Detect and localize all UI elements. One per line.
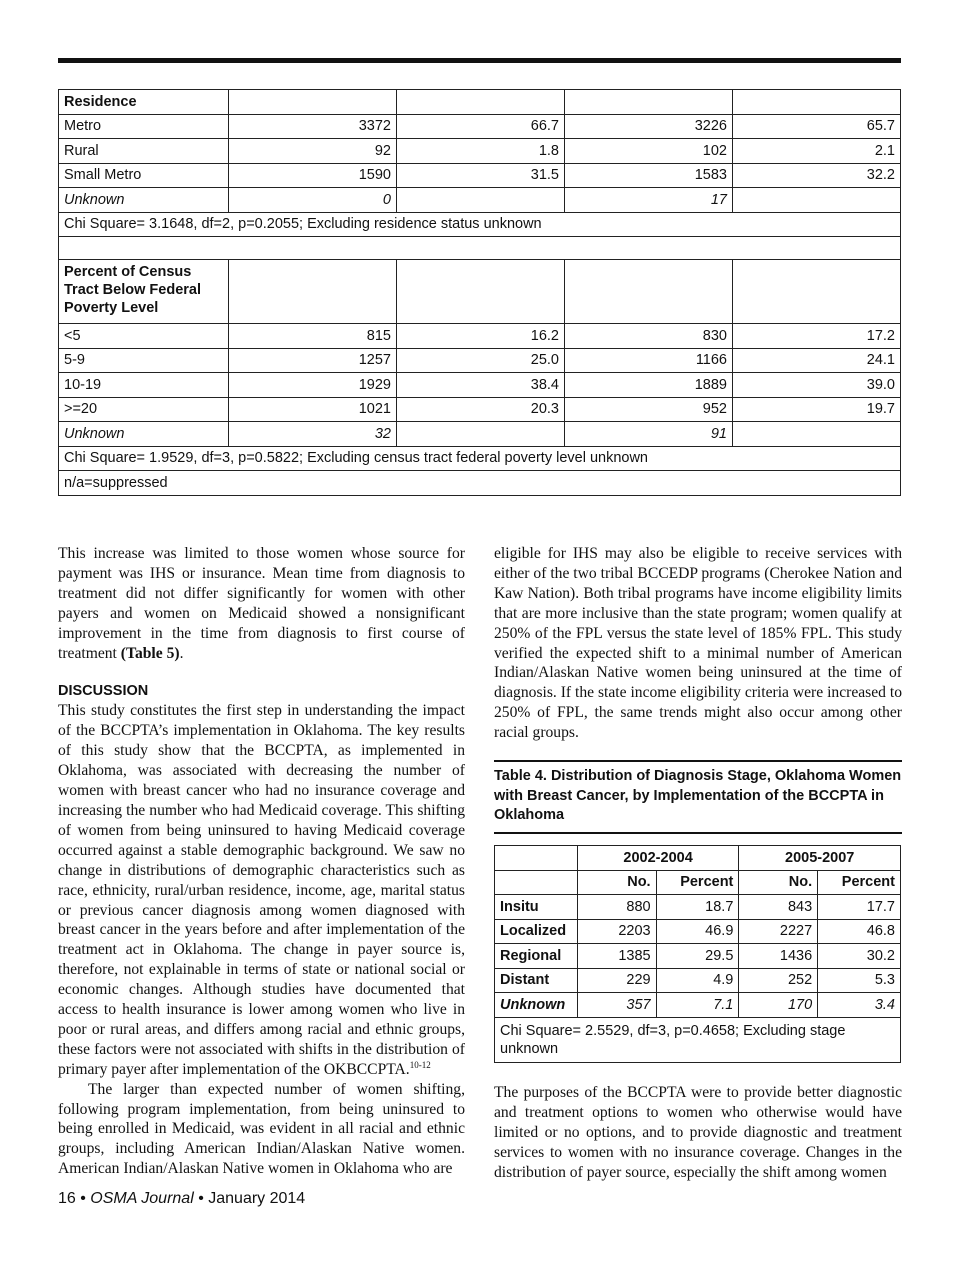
section-heading: DISCUSSION: [58, 683, 149, 700]
table4-period-row: [495, 846, 901, 871]
period-2005-2007: 2005-2007: [739, 846, 901, 871]
chi-square-row: [495, 1017, 901, 1062]
table-reference: (Table 5): [120, 644, 180, 662]
paragraph: This study constitutes the first step in understanding the impact of the BCCPTA’s implementation in Oklahoma. The key results of this study show that the BCCPTA, as implemented in Oklahoma, was associated with decreasing the number of women with breast cancer who had no insurance coverage and increasing the number who had Medicaid coverage. This shifting of women from being uninsured to having Medicaid coverage occurred against a stable demographic background. We saw no change in distributions of demographic characteristics such as race, ethnicity, rural/urban residence, income, age, marital status or previous cancer diagnosis among women diagnosed with breast cancer in the years before and after implementation of the treatment act in Oklahoma. The change in payer source is, therefore, not explainable in terms of state or national social or economic changes. Although studies have documented that access to health insurance is lower among women who live in poor or rural areas, and differs among racial and ethnic groups, these factors were not associated with shifts in the distribution of primary payer after implementation of the OKBCCPTA.$^{10-12}$: [58, 702, 465, 1078]
table-row: Metro 3372 66.7 3226 65.7: [59, 114, 901, 139]
paragraph: The purposes of the BCCPTA were to provide better diagnostic and treatment options to women who otherwise would have limited or no options, and to provide diagnostic and treatment services to women with no insurance coverage. Changes in the distribution of payer source, especially the shift among women: [494, 1084, 902, 1181]
table-row: >=20 1021 20.3 952 19.7: [59, 397, 901, 422]
table-row: Localized 2203 46.9 2227 46.8: [495, 919, 901, 944]
residence-header-row: [59, 90, 901, 115]
citation-superscript: 10-12: [409, 1059, 431, 1070]
poverty-header: Percent of Census Tract Below Federal Poverty Level: [59, 260, 229, 324]
table4-chi-square: Chi Square= 2.5529, df=3, p=0.4658; Excluding stage unknown: [495, 1017, 901, 1062]
paragraph: This increase was limited to those women whose source for payment was IHS or insurance. Mean time from diagnosis to treatment did not differ significantly for women with other payers and women on Medicaid showed a nonsignificant improvement in the time from diagnosis to first course of treatment (Table 5).: [58, 545, 465, 662]
period-2002-2004: 2002-2004: [577, 846, 739, 871]
page-footer: [58, 1190, 305, 1208]
table-row: Unknown 357 7.1 170 3.4: [495, 993, 901, 1018]
table4: [494, 845, 901, 1063]
spacer-row: [59, 237, 901, 260]
table4-subheader-row: No. Percent No. Percent: [495, 870, 901, 895]
table-row: Small Metro 1590 31.5 1583 32.2: [59, 163, 901, 188]
poverty-header-row: [59, 260, 901, 324]
residence-header: Residence: [59, 90, 229, 115]
left-text-column: [58, 544, 465, 1179]
table-row: Rural 92 1.8 102 2.1: [59, 139, 901, 164]
table-row: Insitu 880 18.7 843 17.7: [495, 895, 901, 920]
table-footnote: n/a=suppressed: [59, 471, 901, 496]
top-rule: [58, 58, 901, 63]
table-row: 5-9 1257 25.0 1166 24.1: [59, 348, 901, 373]
chi-square-row: [59, 212, 901, 237]
poverty-chi-square: Chi Square= 1.9529, df=3, p=0.5822; Excluding census tract federal poverty level unknown: [59, 446, 901, 471]
footnote-row: [59, 471, 901, 496]
chi-square-row: [59, 446, 901, 471]
table-row: <5 815 16.2 830 17.2: [59, 324, 901, 349]
table-row: Unknown 32 91: [59, 422, 901, 447]
paragraph: The larger than expected number of women shifting, following program implementation, from being uninsured to being enrolled in Medicaid, was evident in all racial and ethnic groups, including American Indian/Alaskan Native women. American Indian/Alaskan Native women in Oklahoma who are: [58, 1080, 465, 1178]
issue-date: • January 2014: [193, 1190, 306, 1207]
residence-chi-square: Chi Square= 3.1648, df=2, p=0.2055; Excluding residence status unknown: [59, 212, 901, 237]
demographics-table-continued: [58, 89, 901, 496]
page-number: 16 •: [58, 1190, 91, 1207]
table-row: Unknown 0 17: [59, 188, 901, 213]
right-text-column-bottom: [494, 1083, 902, 1183]
table-row: Regional 1385 29.5 1436 30.2: [495, 944, 901, 969]
journal-name: OSMA Journal: [90, 1190, 194, 1207]
right-text-column: [494, 544, 902, 743]
paragraph: eligible for IHS may also be eligible to receive services with either of the two tribal BCCEDP programs (Cherokee Nation and Kaw Nation). Both tribal programs have income eligibility limits that are more inclusive than the state program; women qualify at 250% of the FPL versus the state level of 185% FPL. This study verified the expected shift to a minimal number of American Indian/Alaskan Native women being uninsured at the time of diagnosis. If the state income eligibility criteria were increased to 250% of FPL, the same trends might also occur among other racial groups.: [494, 545, 902, 742]
table-row: 10-19 1929 38.4 1889 39.0: [59, 373, 901, 398]
table-row: Distant 229 4.9 252 5.3: [495, 968, 901, 993]
table4-caption: Table 4. Distribution of Diagnosis Stage, Oklahoma Women with Breast Cancer, by Implementation of the BCCPTA in Oklahoma: [494, 760, 902, 834]
